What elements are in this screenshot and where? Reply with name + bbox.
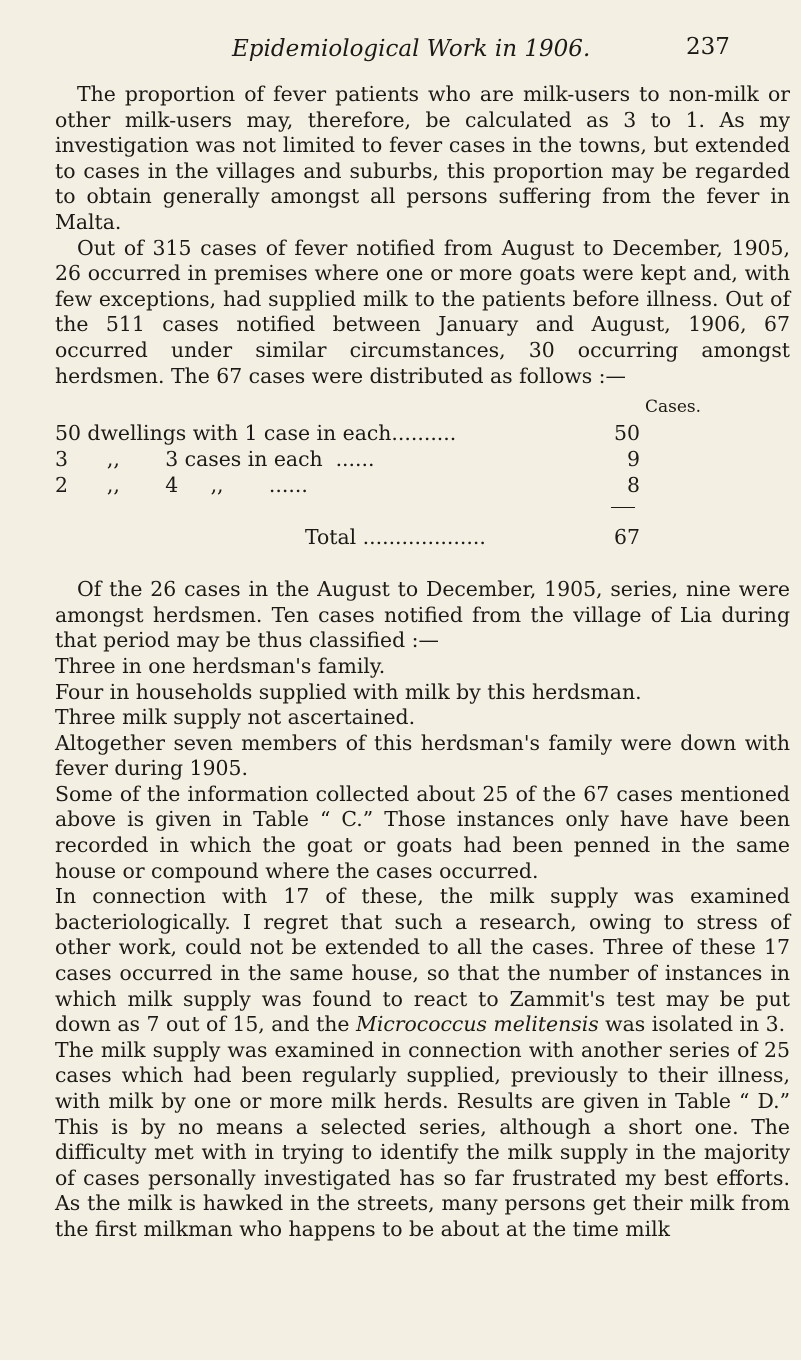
body-text xyxy=(55,82,790,1243)
table-row xyxy=(55,421,790,447)
page-number: 237 xyxy=(686,34,730,60)
paragraph-text: was isolated in 3. xyxy=(598,1012,786,1037)
paragraph: The proportion of fever patients who are milk-users to non-milk or other milk-users may, therefore, be calculated as 3 to 1. As my investigation was not limited to fever cases in the towns, but extended to cases in the villages and suburbs, this proportion may be regarded to obtain generally amongst all persons suffering from the fever in Malta. xyxy=(55,82,790,234)
table-row-label: 3 ,, 3 cases in each ...... xyxy=(55,447,375,472)
paragraph xyxy=(55,884,790,1038)
paragraph: Some of the information collected about 25 of the 67 cases mentioned above is given in Table “ C.” Those instances only have have been recorded in which the goat or goats had been penned in the same house or compound where the cases occurred. xyxy=(55,781,790,883)
table-total-value: 67 xyxy=(614,525,640,550)
list-item: Three in one herdsman's family. xyxy=(55,653,386,678)
distribution-table xyxy=(55,395,790,609)
paragraph: Altogether seven members of this herdsman's family were down with fever during 1905. xyxy=(55,730,790,781)
table-total-row xyxy=(55,525,790,551)
paragraph: The milk supply was examined in connection with another series of 25 cases which had been regularly supplied, previously to their illness, with milk by one or more milk herds. Results are given in Table “ D.” This is by no means a selected series, although a short one. The difficulty met with in trying to identify the milk supply in the majority of cases personally investigated has so far frustrated my best efforts. As the milk is hawked in the streets, many persons get their milk from the first milkman who happens to be about at the time milk xyxy=(55,1037,790,1241)
table-row xyxy=(55,473,790,499)
sum-rule xyxy=(611,507,635,508)
paragraph: Of the 26 cases in the August to December, 1905, series, nine were amongst herdsmen. Ten cases notified from the village of Lia during that period may be thus classified :— xyxy=(55,577,790,653)
table-row xyxy=(55,447,790,473)
table-row-value: 8 xyxy=(627,473,640,498)
list-item: Three milk supply not ascertained. xyxy=(55,705,416,730)
page-header xyxy=(0,30,801,70)
running-title: Epidemiological Work in 1906. xyxy=(232,36,591,62)
organism-name: Micrococcus melitensis xyxy=(355,1012,599,1037)
table-row-label: 50 dwellings with 1 case in each.......... xyxy=(55,421,457,446)
paragraph-text: In connection with 17 of these, the milk supply was examined bacteriologically. I regret that such a research, owing to stress of other work, could not be extended to all the cases. Three of these 17 cases occurred in the same house, so that the number of instances in which milk supply was found to react to Zammit's test may be put down as 7 out of 15, and the xyxy=(55,884,790,1037)
table-row-label: 2 ,, 4 ,, ...... xyxy=(55,473,308,498)
paragraph: Out of 315 cases of fever notified from August to December, 1905, 26 occurred in premises where one or more goats were kept and, with few exceptions, had supplied milk to the patients before illness. Out of the 511 cases notified between January and August, 1906, 67 occurred under similar circumstances, 30 occurring amongst herdsmen. The 67 cases were distributed as follows :— xyxy=(55,235,790,388)
table-row-value: 9 xyxy=(627,447,640,472)
table-total-label: Total ................... xyxy=(305,525,486,550)
table-row-value: 50 xyxy=(614,421,640,446)
table-column-header: Cases. xyxy=(645,397,702,418)
list-item: Four in households supplied with milk by this herdsman. xyxy=(55,679,642,704)
